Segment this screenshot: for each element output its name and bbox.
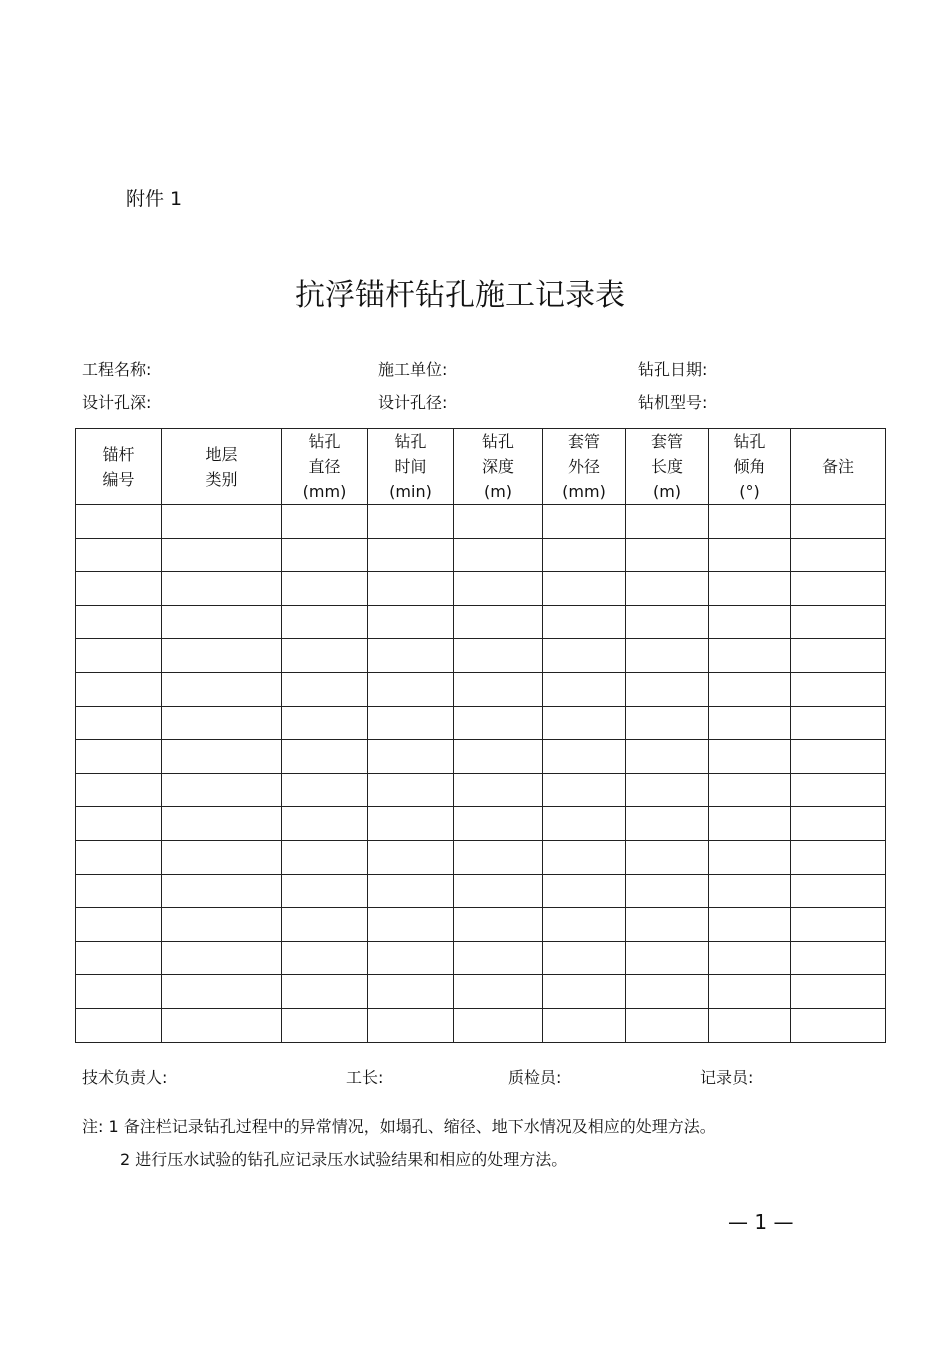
column-header-1 (162, 429, 282, 505)
table-cell[interactable] (791, 773, 886, 807)
table-cell[interactable] (162, 605, 282, 639)
table-cell[interactable] (76, 874, 162, 908)
drill-date-label: 钻孔日期: (638, 360, 708, 379)
table-cell[interactable] (368, 706, 454, 740)
column-header-line: 时间 (394, 457, 427, 476)
table-cell[interactable] (543, 740, 626, 774)
table-row (76, 572, 886, 606)
table-cell[interactable] (162, 1008, 282, 1042)
drill-model-label: 钻机型号: (638, 393, 708, 412)
table-cell[interactable] (709, 840, 791, 874)
table-cell[interactable] (368, 874, 454, 908)
table-cell[interactable] (543, 908, 626, 942)
table-cell[interactable] (543, 840, 626, 874)
table-cell[interactable] (368, 505, 454, 539)
table-cell[interactable] (709, 975, 791, 1009)
table-cell[interactable] (626, 975, 709, 1009)
table-cell[interactable] (282, 807, 368, 841)
table-cell[interactable] (282, 605, 368, 639)
table-cell[interactable] (791, 1008, 886, 1042)
column-header-5 (543, 429, 626, 505)
table-cell[interactable] (709, 874, 791, 908)
table-cell[interactable] (791, 538, 886, 572)
column-header-6 (626, 429, 709, 505)
table-cell[interactable] (76, 538, 162, 572)
table-cell[interactable] (76, 605, 162, 639)
table-cell[interactable] (709, 605, 791, 639)
table-cell[interactable] (162, 672, 282, 706)
table-cell[interactable] (368, 538, 454, 572)
table-cell[interactable] (791, 740, 886, 774)
table-row (76, 1008, 886, 1042)
inspector-label: 质检员: (508, 1068, 562, 1087)
tech-lead-label: 技术负责人: (82, 1068, 168, 1087)
table-cell[interactable] (454, 572, 543, 606)
table-cell[interactable] (282, 908, 368, 942)
table-cell[interactable] (76, 941, 162, 975)
table-cell[interactable] (368, 773, 454, 807)
column-header-line: 编号 (102, 469, 135, 489)
table-cell[interactable] (626, 807, 709, 841)
table-cell[interactable] (454, 672, 543, 706)
table-cell[interactable] (626, 605, 709, 639)
column-header-line: (°) (739, 482, 760, 501)
table-cell[interactable] (368, 908, 454, 942)
table-cell[interactable] (454, 740, 543, 774)
construction-unit-label: 施工单位: (378, 360, 448, 379)
table-cell[interactable] (543, 672, 626, 706)
table-row (76, 840, 886, 874)
signature-row (82, 1065, 882, 1087)
column-header-line: 钻孔 (733, 432, 766, 451)
table-cell[interactable] (76, 1008, 162, 1042)
table-cell[interactable] (368, 941, 454, 975)
table-cell[interactable] (454, 505, 543, 539)
table-cell[interactable] (791, 706, 886, 740)
column-header-line: 备注 (821, 457, 854, 476)
column-header-line: 套管 (650, 432, 683, 451)
column-header-line: (m) (652, 482, 682, 501)
table-cell[interactable] (709, 908, 791, 942)
table-cell[interactable] (791, 672, 886, 706)
column-header-line: 锚杆 (102, 444, 135, 464)
table-cell[interactable] (543, 975, 626, 1009)
table-cell[interactable] (76, 840, 162, 874)
page-title: 抗浮锚杆钻孔施工记录表 (295, 278, 625, 313)
table-cell[interactable] (709, 706, 791, 740)
table-cell[interactable] (76, 505, 162, 539)
column-header-line: (min) (389, 482, 432, 501)
table-cell[interactable] (454, 706, 543, 740)
table-cell[interactable] (76, 975, 162, 1009)
note-1: 注: 1 备注栏记录钻孔过程中的异常情况，如塌孔、缩径、地下水情况及相应的处理方法。 (82, 1117, 716, 1136)
project-name-label: 工程名称: (82, 360, 152, 379)
table-cell[interactable] (454, 639, 543, 673)
column-header-line: 深度 (481, 457, 514, 476)
recorder-label: 记录员: (700, 1068, 754, 1087)
table-row (76, 941, 886, 975)
table-cell[interactable] (454, 807, 543, 841)
design-diameter-label: 设计孔径: (378, 393, 448, 412)
info-row-2 (82, 390, 882, 412)
table-cell[interactable] (543, 1008, 626, 1042)
table-cell[interactable] (76, 639, 162, 673)
table-row (76, 807, 886, 841)
column-header-line: 外径 (567, 457, 600, 476)
column-header-line: 类别 (205, 469, 238, 489)
table-row (76, 773, 886, 807)
table-cell[interactable] (282, 572, 368, 606)
table-cell[interactable] (282, 538, 368, 572)
table-cell[interactable] (282, 740, 368, 774)
column-header-3 (368, 429, 454, 505)
table-cell[interactable] (368, 639, 454, 673)
table-cell[interactable] (454, 773, 543, 807)
column-header-line: 直径 (308, 457, 341, 476)
table-cell[interactable] (454, 1008, 543, 1042)
column-header-line: 倾角 (733, 457, 766, 476)
table-cell[interactable] (626, 773, 709, 807)
table-cell[interactable] (282, 941, 368, 975)
table-cell[interactable] (791, 572, 886, 606)
table-cell[interactable] (454, 538, 543, 572)
table-cell[interactable] (709, 572, 791, 606)
table-cell[interactable] (543, 706, 626, 740)
table-row (76, 975, 886, 1009)
foreman-label: 工长: (346, 1068, 384, 1087)
table-cell[interactable] (791, 807, 886, 841)
table-cell[interactable] (626, 1008, 709, 1042)
table-cell[interactable] (626, 941, 709, 975)
table-cell[interactable] (282, 874, 368, 908)
table-cell[interactable] (162, 740, 282, 774)
table-cell[interactable] (162, 807, 282, 841)
table-row (76, 874, 886, 908)
table-row (76, 505, 886, 539)
table-cell[interactable] (791, 941, 886, 975)
table-cell[interactable] (76, 807, 162, 841)
column-header-line: 钻孔 (481, 432, 514, 451)
table-cell[interactable] (709, 505, 791, 539)
table-cell[interactable] (626, 908, 709, 942)
column-header-line: 地层 (205, 444, 238, 464)
table-cell[interactable] (626, 639, 709, 673)
table-cell[interactable] (368, 740, 454, 774)
table-cell[interactable] (368, 975, 454, 1009)
column-header-line: 长度 (650, 457, 683, 476)
table-header-row (76, 429, 886, 505)
table-cell[interactable] (709, 672, 791, 706)
table-cell[interactable] (454, 975, 543, 1009)
table-cell[interactable] (791, 639, 886, 673)
column-header-line: 钻孔 (308, 432, 341, 451)
table-cell[interactable] (162, 840, 282, 874)
table-cell[interactable] (543, 941, 626, 975)
table-cell[interactable] (626, 874, 709, 908)
column-header-7 (709, 429, 791, 505)
table-cell[interactable] (626, 672, 709, 706)
table-cell[interactable] (791, 874, 886, 908)
drilling-record-table (75, 428, 886, 1043)
table-body (76, 505, 886, 1043)
table-cell[interactable] (454, 840, 543, 874)
column-header-line: (mm) (302, 482, 347, 501)
table-cell[interactable] (282, 672, 368, 706)
table-cell[interactable] (162, 941, 282, 975)
column-header-8 (791, 429, 886, 505)
column-header-line: (mm) (562, 482, 606, 501)
table-cell[interactable] (543, 874, 626, 908)
table-cell[interactable] (368, 605, 454, 639)
table-cell[interactable] (282, 505, 368, 539)
table-cell[interactable] (709, 538, 791, 572)
table-cell[interactable] (282, 840, 368, 874)
table-cell[interactable] (76, 740, 162, 774)
info-row-1 (82, 357, 882, 379)
table-cell[interactable] (454, 874, 543, 908)
column-header-4 (454, 429, 543, 505)
page-number: — 1 — (728, 1210, 794, 1234)
column-header-line: (m) (483, 482, 513, 501)
table-cell[interactable] (543, 572, 626, 606)
table-cell[interactable] (162, 572, 282, 606)
table-cell[interactable] (791, 605, 886, 639)
table-cell[interactable] (543, 773, 626, 807)
design-depth-label: 设计孔深: (82, 393, 152, 412)
table-cell[interactable] (368, 840, 454, 874)
notes (82, 1110, 716, 1176)
table-cell[interactable] (368, 572, 454, 606)
note-2: 2 进行压水试验的钻孔应记录压水试验结果和相应的处理方法。 (120, 1150, 568, 1169)
table-row (76, 908, 886, 942)
table-cell[interactable] (368, 1008, 454, 1042)
table-cell[interactable] (709, 1008, 791, 1042)
attachment-label: 附件 1 (126, 188, 183, 210)
table-cell[interactable] (282, 975, 368, 1009)
table-cell[interactable] (368, 807, 454, 841)
column-header-2 (282, 429, 368, 505)
table-cell[interactable] (454, 941, 543, 975)
table-cell[interactable] (709, 773, 791, 807)
table-cell[interactable] (791, 975, 886, 1009)
column-header-line: 套管 (567, 432, 600, 451)
table-cell[interactable] (709, 807, 791, 841)
table-cell[interactable] (626, 505, 709, 539)
table-cell[interactable] (543, 807, 626, 841)
table-cell[interactable] (282, 773, 368, 807)
table-cell[interactable] (626, 840, 709, 874)
table-cell[interactable] (162, 639, 282, 673)
table-cell[interactable] (626, 740, 709, 774)
table-row (76, 706, 886, 740)
table-cell[interactable] (76, 706, 162, 740)
table-cell[interactable] (282, 706, 368, 740)
table-cell[interactable] (626, 706, 709, 740)
table-cell[interactable] (162, 505, 282, 539)
table-cell[interactable] (543, 505, 626, 539)
table-cell[interactable] (454, 908, 543, 942)
table-cell[interactable] (162, 706, 282, 740)
table-row (76, 672, 886, 706)
table-row (76, 538, 886, 572)
table-row (76, 740, 886, 774)
table-cell[interactable] (626, 538, 709, 572)
table-cell[interactable] (626, 572, 709, 606)
table-cell[interactable] (76, 908, 162, 942)
table-cell[interactable] (709, 941, 791, 975)
table-cell[interactable] (709, 740, 791, 774)
table-cell[interactable] (791, 908, 886, 942)
table-cell[interactable] (454, 605, 543, 639)
table-cell[interactable] (282, 1008, 368, 1042)
table-cell[interactable] (368, 672, 454, 706)
table-cell[interactable] (162, 874, 282, 908)
table-row (76, 639, 886, 673)
table-cell[interactable] (76, 572, 162, 606)
table-cell[interactable] (76, 672, 162, 706)
table-cell[interactable] (543, 639, 626, 673)
table-cell[interactable] (791, 840, 886, 874)
table-cell[interactable] (791, 505, 886, 539)
table-row (76, 605, 886, 639)
table-cell[interactable] (162, 538, 282, 572)
column-header-line: 钻孔 (394, 432, 427, 451)
table-cell[interactable] (162, 975, 282, 1009)
table-cell[interactable] (76, 773, 162, 807)
table-cell[interactable] (162, 908, 282, 942)
table-cell[interactable] (543, 538, 626, 572)
table-cell[interactable] (282, 639, 368, 673)
column-header-0 (76, 429, 162, 505)
table-cell[interactable] (543, 605, 626, 639)
table-cell[interactable] (709, 639, 791, 673)
table-cell[interactable] (162, 773, 282, 807)
